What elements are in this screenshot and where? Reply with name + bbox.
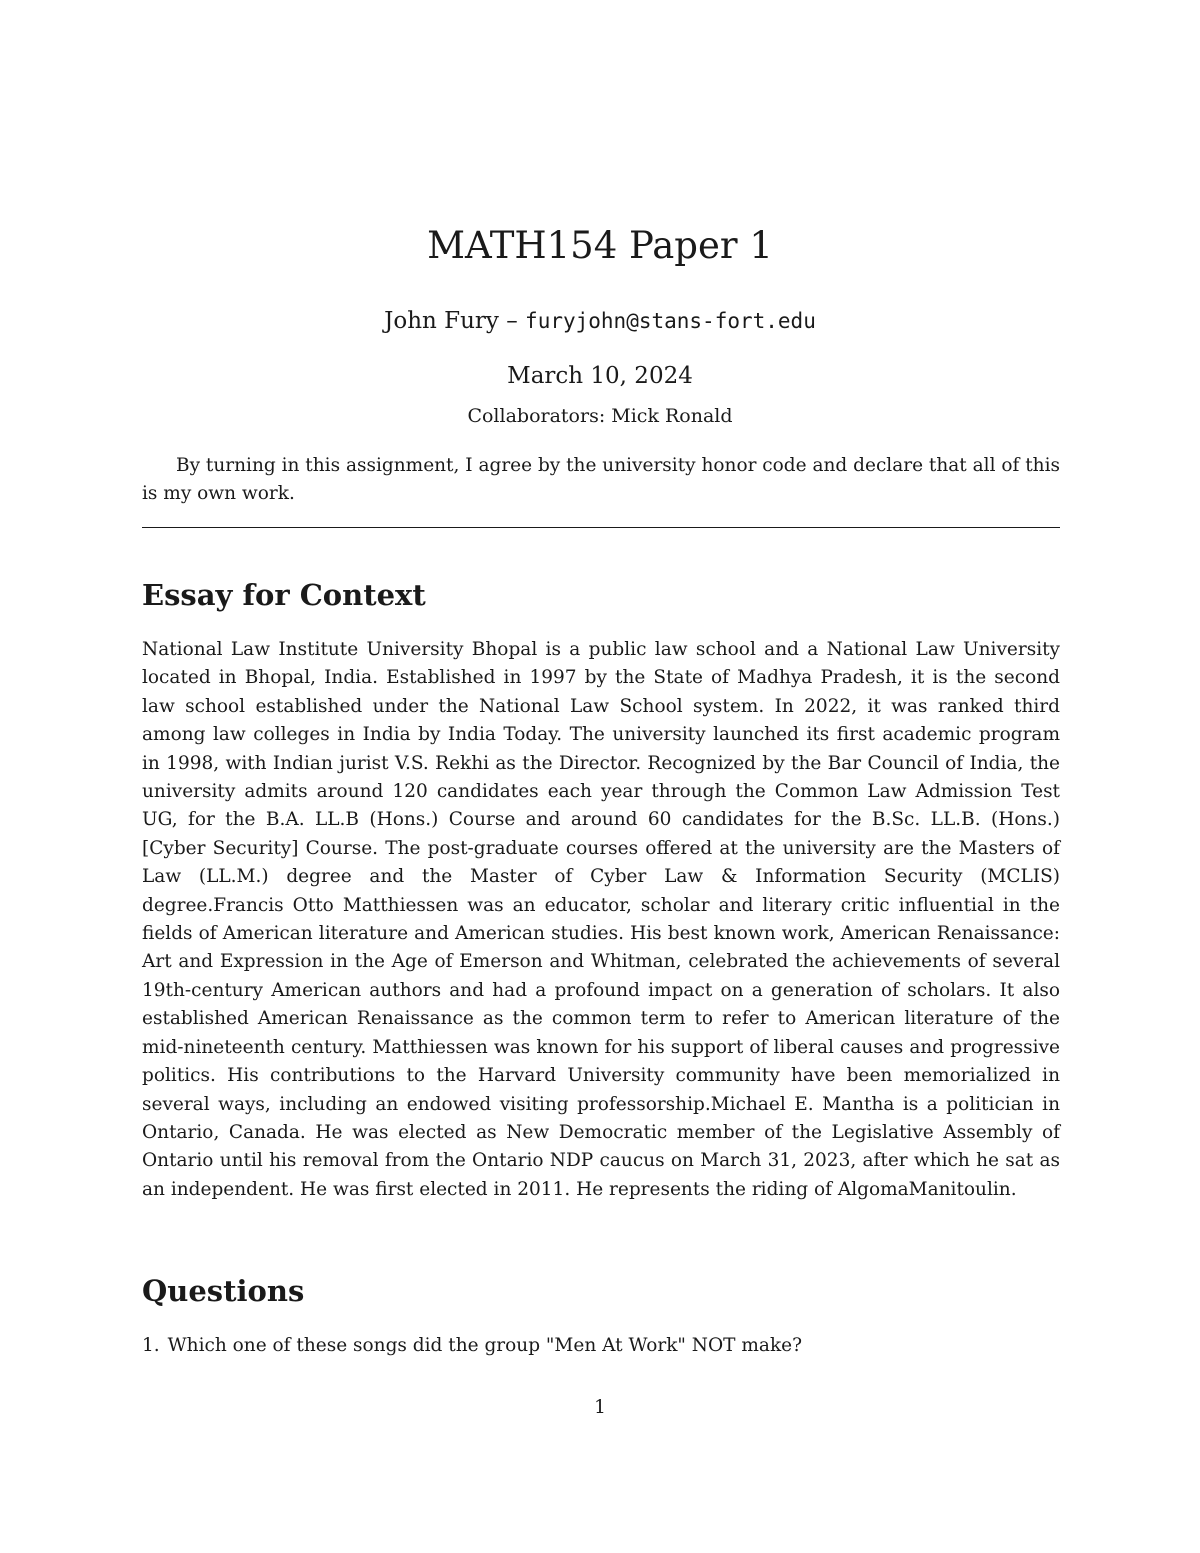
horizontal-rule (142, 527, 1060, 528)
essay-heading: Essay for Context (142, 578, 426, 612)
author-line (0, 304, 1200, 338)
question-text: Which one of these songs did the group "Men At Work" NOT make? (167, 1335, 803, 1356)
document-title: MATH154 Paper 1 (427, 224, 773, 267)
page-number: 1 (594, 1397, 606, 1418)
question-number: 1. (142, 1335, 160, 1356)
essay-body: National Law Institute University Bhopal is a public law school and a National Law University located in Bhopal, India. Established in 1997 by the State of Madhya Pradesh, it is the second law school established under the National Law School system. In 2022, it was ranked third among law colleges in India by India Today. The university launched its first academic program in 1998, with Indian jurist V.S. Rekhi as the Director. Recognized by the Bar Council of India, the university admits around 120 candidates each year through the Common Law Admission Test UG, for the B.A. LL.B (Hons.) Course and around 60 candidates for the B.Sc. LL.B. (Hons.) [Cyber Security] Course. The post-graduate courses offered at the university are the Masters of Law (LL.M.) degree and the Master of Cyber Law & Information Security (MCLIS) degree.Francis Otto Matthiessen was an educator, scholar and literary critic influential in the fields of American literature and American studies. His best known work, American Renaissance: Art and Expression in the Age of Emerson and Whitman, celebrated the achievements of several 19th-century American authors and had a profound impact on a generation of scholars. It also established American Renaissance as the common term to refer to American literature of the mid-nineteenth century. Matthiessen was known for his support of liberal causes and progressive politics. His contributions to the Harvard University community have been memorialized in several ways, including an endowed visiting professorship.Michael E. Mantha is a politician in Ontario, Canada. He was elected as New Democratic member of the Legislative Assembly of Ontario until his removal from the Ontario NDP caucus on March 31, 2023, after which he sat as an independent. He was first elected in 2011. He represents the riding of AlgomaManitoulin. (142, 639, 1060, 1200)
author-separator: – (506, 308, 518, 334)
author-name: John Fury (384, 308, 499, 334)
question-item (142, 1332, 1060, 1360)
honor-statement: By turning in this assignment, I agree by the university honor code and declare that all of this is my own work. (142, 455, 1060, 504)
collaborators-line: Collaborators: Mick Ronald (467, 405, 733, 427)
author-email: furyjohn@stans-fort.edu (525, 309, 816, 333)
document-date: March 10, 2024 (507, 363, 693, 389)
questions-heading: Questions (142, 1274, 305, 1308)
